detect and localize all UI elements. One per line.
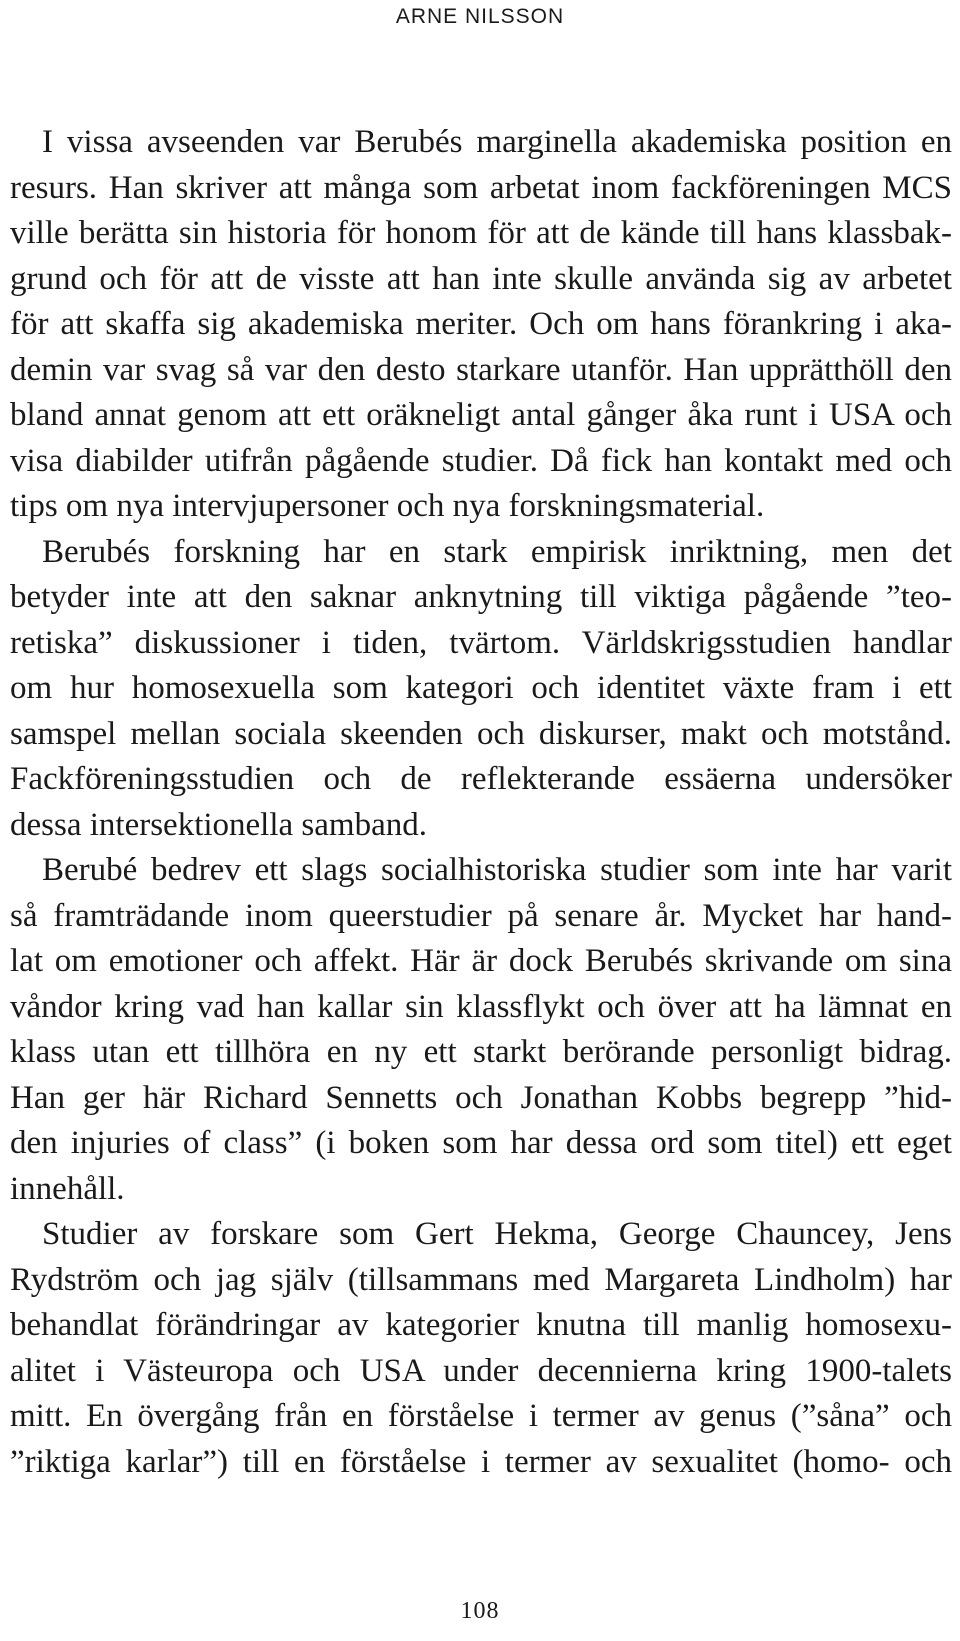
text-line: ville berätta sin historia för honom för att de kände till hans klassbak-	[10, 215, 952, 251]
text-line: innehåll.	[10, 1170, 125, 1207]
text-line: I vissa avseenden var Berubés marginella akademiska position en	[42, 124, 952, 160]
body-text	[10, 120, 952, 1485]
text-line: grund och för att de visste att han inte skulle använda sig av arbetet	[10, 260, 952, 297]
text-line: Fackföreningsstudien och de reflekterande essäerna undersöker	[10, 761, 952, 797]
text-line: för att skaffa sig akademiska meriter. Och om hans förankring i aka-	[10, 306, 952, 342]
text-line: alitet i Västeuropa och USA under decennierna kring 1900-talets	[10, 1352, 952, 1389]
text-line: om hur homosexuella som kategori och identitet växte fram i ett	[10, 670, 952, 706]
text-line: lat om emotioner och affekt. Här är dock Berubés skrivande om sina	[10, 943, 952, 979]
text-line: visa diabilder utifrån pågående studier. Då fick han kontakt med och	[10, 442, 952, 479]
text-line: samspel mellan sociala skeenden och diskurser, makt och motstånd.	[10, 715, 952, 752]
page-number: 108	[460, 1598, 500, 1624]
text-line: bland annat genom att ett oräkneligt antal gånger åka runt i USA och	[10, 397, 952, 433]
text-line: Berubés forskning har en stark empirisk inriktning, men det	[42, 533, 952, 570]
text-line: demin var svag så var den desto starkare utanför. Han upprätthöll den	[10, 351, 952, 388]
text-line: mitt. En övergång från en förståelse i termer av genus (”såna” och	[10, 1398, 952, 1434]
text-line: retiska” diskussioner i tiden, tvärtom. Världskrigsstudien handlar	[10, 624, 952, 661]
text-line: resurs. Han skriver att många som arbetat inom fackföreningen MCS	[10, 169, 952, 206]
text-line: betyder inte att den saknar anknytning till viktiga pågående ”teo-	[10, 579, 952, 615]
text-line: behandlat förändringar av kategorier knutna till manlig homosexu-	[10, 1307, 952, 1343]
text-line: våndor kring vad han kallar sin klassflykt och över att ha lämnat en	[10, 988, 952, 1025]
text-line: så framträdande inom queerstudier på senare år. Mycket har hand-	[10, 897, 952, 934]
text-line: Studier av forskare som Gert Hekma, George Chauncey, Jens	[42, 1216, 952, 1252]
text-line: den injuries of class” (i boken som har dessa ord som titel) ett eget	[10, 1125, 952, 1161]
text-line: Han ger här Richard Sennetts och Jonathan Kobbs begrepp ”hid-	[10, 1079, 952, 1116]
running-head: ARNE NILSSON	[395, 5, 565, 28]
text-line: ”riktiga karlar”) till en förståelse i termer av sexualitet (homo- och	[10, 1443, 952, 1480]
text-line: dessa intersektionella samband.	[10, 806, 427, 843]
text-line: Berubé bedrev ett slags socialhistoriska studier som inte har varit	[42, 852, 952, 888]
text-line: Rydström och jag själv (tillsammans med Margareta Lindholm) har	[10, 1261, 952, 1298]
text-line: tips om nya intervjupersoner och nya forskningsmaterial.	[10, 488, 765, 524]
text-line: klass utan ett tillhöra en ny ett starkt berörande personligt bidrag.	[10, 1034, 952, 1070]
